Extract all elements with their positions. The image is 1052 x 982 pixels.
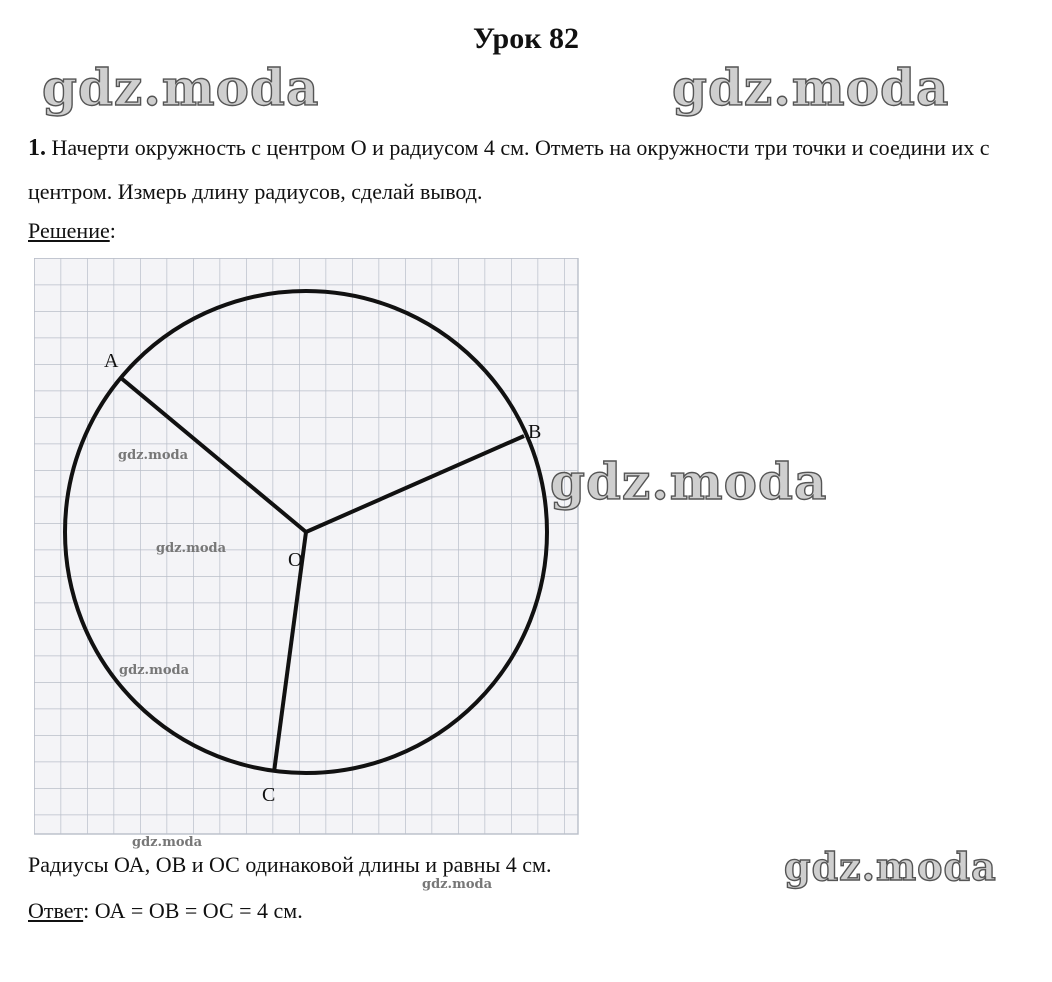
point-a-label: A [104,350,119,372]
task-number: 1. [28,135,46,161]
center-label: O [288,549,303,571]
watermark-logo: gdz.moda [784,844,997,889]
watermark-small: gdz.moda [156,541,227,556]
answer-text: : ОА = ОВ = ОС = 4 см. [83,898,303,923]
solution-heading [28,218,116,244]
watermark-logo: gdz.moda [672,58,950,117]
point-c-label: C [262,784,276,806]
watermark-small: gdz.moda [119,663,190,678]
watermark-small: gdz.moda [118,448,189,463]
point-b-label: B [528,421,542,443]
conclusion-text: Радиусы ОА, ОВ и ОС одинаковой длины и равны 4 см. [28,852,552,877]
task-statement [28,126,1028,213]
answer-line [28,898,303,924]
solution-colon: : [109,218,116,243]
watermark-small: gdz.moda [422,877,493,892]
answer-label: Ответ [28,898,84,923]
circle-figure [34,258,582,838]
watermark-logo: gdz.moda [42,58,320,117]
solution-label: Решение [28,218,110,243]
watermark-logo: gdz.moda [550,452,828,511]
lesson-title: Урок 82 [472,22,580,55]
task-text: Начерти окружность с центром О и радиусом 4 см. Отметь на окружности три точки и соедини их с центром. Измерь длину радиусов, сделай вывод. [28,135,990,204]
watermark-small: gdz.moda [132,835,203,850]
